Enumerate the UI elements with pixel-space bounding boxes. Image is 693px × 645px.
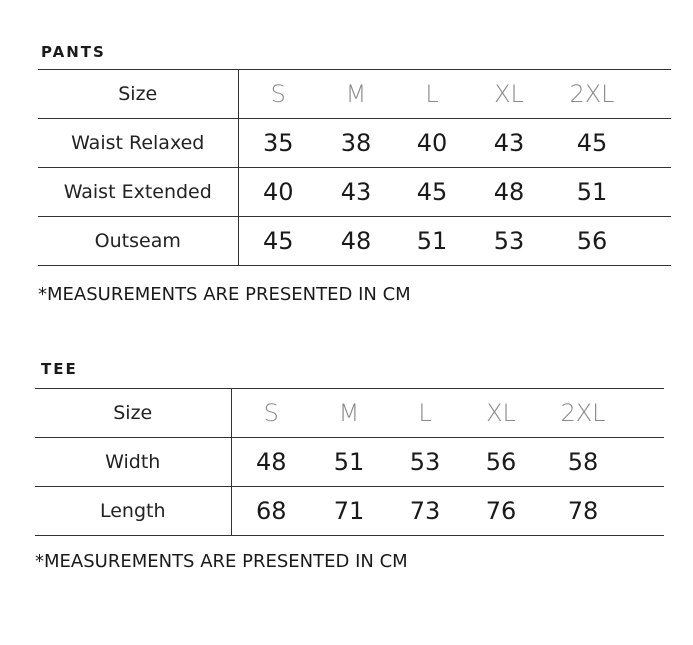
table-cell: 78 [539, 487, 627, 536]
table-row [35, 438, 664, 487]
table-cell: 56 [463, 438, 539, 487]
table-cell: 51 [394, 217, 470, 266]
size-header-s: S [231, 389, 311, 438]
size-header-s: S [238, 70, 318, 119]
row-label: Waist Extended [38, 168, 238, 217]
table-row [35, 487, 664, 536]
size-header-m: M [311, 389, 387, 438]
table-header-row [38, 70, 671, 119]
table-cell: 48 [318, 217, 394, 266]
size-header-l: L [387, 389, 463, 438]
row-label: Width [35, 438, 231, 487]
table-cell: 51 [311, 438, 387, 487]
pants-size-table [38, 69, 671, 266]
table-cell: 45 [548, 119, 636, 168]
table-cell: 45 [238, 217, 318, 266]
table-cell: 53 [387, 438, 463, 487]
tee-size-table [35, 388, 664, 536]
row-label: Length [35, 487, 231, 536]
pants-section-title: PANTS [41, 43, 106, 61]
tee-section-title: TEE [41, 360, 78, 378]
table-cell: 51 [548, 168, 636, 217]
size-header-xl: XL [470, 70, 548, 119]
tee-measurement-note: *MEASUREMENTS ARE PRESENTED IN CM [35, 551, 408, 572]
table-cell: 76 [463, 487, 539, 536]
table-cell: 68 [231, 487, 311, 536]
size-header-label: Size [38, 70, 238, 119]
row-label: Waist Relaxed [38, 119, 238, 168]
table-cell: 56 [548, 217, 636, 266]
table-row [38, 217, 671, 266]
table-row [38, 168, 671, 217]
table-cell: 43 [470, 119, 548, 168]
table-cell: 45 [394, 168, 470, 217]
size-header-label: Size [35, 389, 231, 438]
size-header-m: M [318, 70, 394, 119]
table-cell: 48 [470, 168, 548, 217]
table-cell: 40 [394, 119, 470, 168]
row-label: Outseam [38, 217, 238, 266]
table-cell: 58 [539, 438, 627, 487]
size-header-l: L [394, 70, 470, 119]
pants-measurement-note: *MEASUREMENTS ARE PRESENTED IN CM [38, 284, 411, 305]
table-cell: 43 [318, 168, 394, 217]
table-header-row [35, 389, 664, 438]
size-header-2xl: 2XL [548, 70, 636, 119]
size-header-xl: XL [463, 389, 539, 438]
table-cell: 35 [238, 119, 318, 168]
size-header-2xl: 2XL [539, 389, 627, 438]
table-cell: 40 [238, 168, 318, 217]
table-row [38, 119, 671, 168]
table-cell: 38 [318, 119, 394, 168]
table-cell: 48 [231, 438, 311, 487]
table-cell: 71 [311, 487, 387, 536]
table-cell: 53 [470, 217, 548, 266]
table-cell: 73 [387, 487, 463, 536]
